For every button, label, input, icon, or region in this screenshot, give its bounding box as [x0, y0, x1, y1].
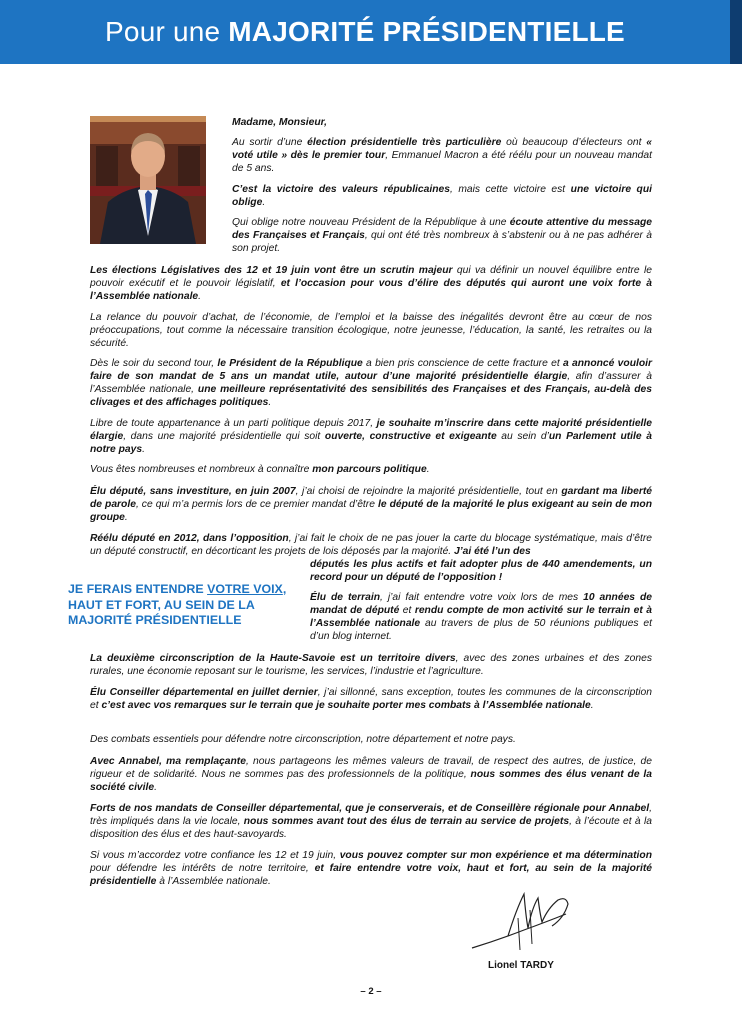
handwritten-signature	[468, 888, 578, 954]
letter-paragraph	[90, 417, 652, 456]
text-run: .	[198, 291, 202, 302]
text-run: , j’ai fait le choix de ne pas jouer la carte du blocage systématique, mais d’être un député constructif, en décorticant les projets de lois déposés par la majorité.	[90, 533, 652, 557]
bold-run: rendu compte de mon activité sur le terrain et à l’Assemblée nationale	[310, 605, 652, 629]
letter-paragraph	[90, 652, 652, 678]
pull-quote-underlined: VOTRE VOIX	[207, 582, 283, 596]
letter-paragraph	[90, 686, 652, 712]
text-run: , afin d’assurer à l’Assemblée nationale,	[90, 371, 653, 395]
letter-paragraph	[232, 136, 652, 175]
letter-paragraph	[232, 183, 652, 209]
text-run: , j’ai choisi de rejoindre la majorité présidentielle, tout en	[295, 486, 562, 497]
text-run: .	[142, 444, 145, 455]
text-run: .	[154, 782, 157, 793]
text-run: Qui oblige notre nouveau Président de la République à une	[232, 217, 510, 228]
text-run: Dès le soir du second tour,	[90, 358, 218, 369]
text-run: Si vous m’accordez votre confiance les 12 et 19 juin,	[90, 850, 340, 861]
bold-run: gardant ma liberté de parole	[90, 486, 652, 510]
text-run: pour défendre les intérêts de notre territoire,	[90, 863, 315, 874]
text-run: , à l’écoute et à la disposition des élus et des haut-savoyards.	[90, 816, 652, 840]
letter-paragraph	[90, 733, 652, 746]
text-run: et	[399, 605, 415, 616]
letter-paragraph	[310, 558, 652, 584]
text-run: .	[262, 197, 266, 208]
text-run: , j’ai sillonné, sans exception, toutes les communes de la circonscription et	[90, 687, 652, 711]
text-run: à l’Assemblée nationale.	[156, 876, 271, 887]
text-run: , qui ont été très nombreux à s’abstenir ou à ne pas adhérer à son projet.	[232, 230, 652, 254]
letter-paragraph	[90, 849, 652, 888]
bold-run: Élu Conseiller départemental en juillet dernier	[90, 687, 318, 698]
text-run: Libre de toute appartenance à un parti politique depuis 2017,	[90, 418, 377, 429]
letter-paragraph	[90, 264, 652, 303]
text-run: au travers de plus de 50 réunions publiques et d’un blog internet.	[310, 618, 652, 642]
bold-run: et l’occasion pour vous d’élire des députés qui auront une voix forte à l’Assemblée nationale	[90, 278, 653, 302]
pull-quote-before: JE FERAIS ENTENDRE	[68, 582, 208, 596]
bold-run: J’ai été l’un des	[454, 546, 531, 557]
bold-run: Avec Annabel, ma remplaçante	[90, 756, 246, 767]
bold-run: La deuxième circonscription de la Haute-Savoie est un territoire divers	[90, 653, 456, 664]
bold-run: Forts de nos mandats de Conseiller départemental, que je conserverais, et de Conseillère régionale pour Annabel	[90, 803, 650, 814]
bold-run: ouverte, constructive et exigeante	[324, 431, 497, 442]
letter-paragraph	[90, 802, 652, 841]
letter-paragraph	[90, 357, 652, 409]
bold-run: je souhaite m’inscrire dans cette majorité présidentielle élargie	[90, 418, 653, 442]
bold-run: un Parlement utile à notre pays	[90, 431, 652, 455]
bold-run: mon parcours politique	[312, 464, 427, 475]
text-run: , Emmanuel Macron a été réélu pour un nouveau mandat de 5 ans.	[232, 150, 652, 174]
text-run: où beaucoup d’électeurs ont	[501, 137, 647, 148]
text-run: , j’ai fait entendre votre voix lors de mes	[380, 592, 584, 603]
text-run: , ce qui m’a permis lors de ce premier mandat d’être	[135, 499, 378, 510]
bold-run: « voté utile » dès le premier tour	[232, 137, 652, 161]
text-run: qui va définir un nouvel équilibre entre le pouvoir exécutif et le pouvoir législatif,	[90, 265, 652, 289]
bold-run: C’est la victoire des valeurs républicaines	[232, 184, 450, 195]
bold-run: a annoncé vouloir faire de son mandat de 5 ans un mandat utile, autour d’une majorité présidentielle élargie	[90, 358, 652, 382]
bold-run: nous sommes des élus venant de la société civile	[90, 769, 652, 793]
page-title-bold: MAJORITÉ PRÉSIDENTIELLE	[228, 16, 625, 47]
bold-run: une victoire qui oblige	[232, 184, 652, 208]
bold-run: une meilleure représentativité des sensibilités des Françaises et des Français, au-delà des clivages et des affichages politiques	[90, 384, 653, 408]
text-run: Vous êtes nombreuses et nombreux à connaître	[90, 464, 313, 475]
bold-run: Réélu député en 2012, dans l’opposition	[90, 533, 289, 544]
text-run: , très impliqués dans la vie locale,	[90, 803, 652, 827]
text-run: au sein d’	[496, 431, 549, 442]
text-run: , dans une majorité présidentielle qui soit	[123, 431, 325, 442]
letter-paragraph	[232, 216, 652, 255]
letter-greeting: Madame, Monsieur,	[232, 117, 327, 128]
pull-quote-after: , HAUT ET FORT, AU SEIN DE LA MAJORITÉ PRÉSIDENTIELLE	[68, 582, 287, 627]
text-run: .	[426, 464, 430, 475]
bold-run: élection présidentielle très particulière	[307, 137, 502, 148]
bold-run: nous sommes avant tout des élus de terrain au service de projets	[243, 816, 570, 827]
text-run: , nous partageons les mêmes valeurs de travail, de respect des autres, de justice, de rigueur et de solidarité. Nous ne sommes pas des professionnels de la politique,	[90, 756, 652, 780]
bold-run: Élu de terrain	[310, 592, 380, 603]
letter-paragraph	[90, 463, 652, 476]
pull-quote	[68, 582, 300, 629]
bold-run: 10 années de mandat de député	[310, 592, 652, 616]
bold-run: et faire entendre votre voix, haut et fort, au sein de la majorité présidentielle	[90, 863, 652, 887]
letter-paragraph	[90, 532, 652, 558]
text-run: , avec des zones urbaines et des zones rurales, une économie reposant sur le tourisme, les services, l’industrie et l’agriculture.	[90, 653, 652, 677]
text-run: La relance du pouvoir d’achat, de l’économie, de l’emploi et la baisse des inégalités devront être au cœur de nos préoccupations, tout comme la nécessaire transition écologique, notre jeunesse, l’éducation, la santé, les retraites ou la sécurité.	[90, 312, 652, 349]
candidate-photo	[90, 116, 206, 244]
bold-run: écoute attentive du message des Françaises et Français	[232, 217, 652, 241]
letter-paragraph	[310, 591, 652, 643]
text-run: .	[590, 700, 594, 711]
text-run: Au sortir d’une	[232, 137, 308, 148]
page-header	[0, 0, 730, 64]
page-title	[105, 16, 625, 48]
page-title-regular: Pour une	[105, 16, 229, 47]
signer-name: Lionel TARDY	[488, 960, 554, 971]
bold-run: c’est avec vos remarques sur le terrain que je souhaite porter mes combats à l’Assemblée nationale	[101, 700, 591, 711]
bold-run: Les élections Législatives des 12 et 19 juin vont être un scrutin majeur	[90, 265, 453, 276]
bold-run: le Président de la République	[217, 358, 363, 369]
bold-run: Élu député, sans investiture, en juin 2007	[90, 486, 296, 497]
text-run: .	[268, 397, 272, 408]
bold-run: députés les plus actifs et fait adopter plus de 440 amendements, un record pour un député de l’opposition !	[310, 559, 652, 583]
letter-paragraph	[90, 485, 652, 524]
page-number: – 2 –	[360, 986, 382, 997]
text-run: Des combats essentiels pour défendre notre circonscription, notre département et notre pays.	[90, 734, 516, 745]
bold-run: vous pouvez compter sur mon expérience et ma détermination	[339, 850, 652, 861]
text-run: a bien pris conscience de cette fracture et	[362, 358, 564, 369]
header-edge-stripe	[730, 0, 742, 64]
text-run: .	[124, 512, 128, 523]
bold-run: le député de la majorité le plus exigeant au sein de mon groupe	[90, 499, 653, 523]
text-run: , mais cette victoire est	[449, 184, 571, 195]
letter-paragraph	[90, 755, 652, 794]
candidate-photo-illustration	[90, 116, 206, 244]
letter-paragraph	[90, 311, 652, 350]
